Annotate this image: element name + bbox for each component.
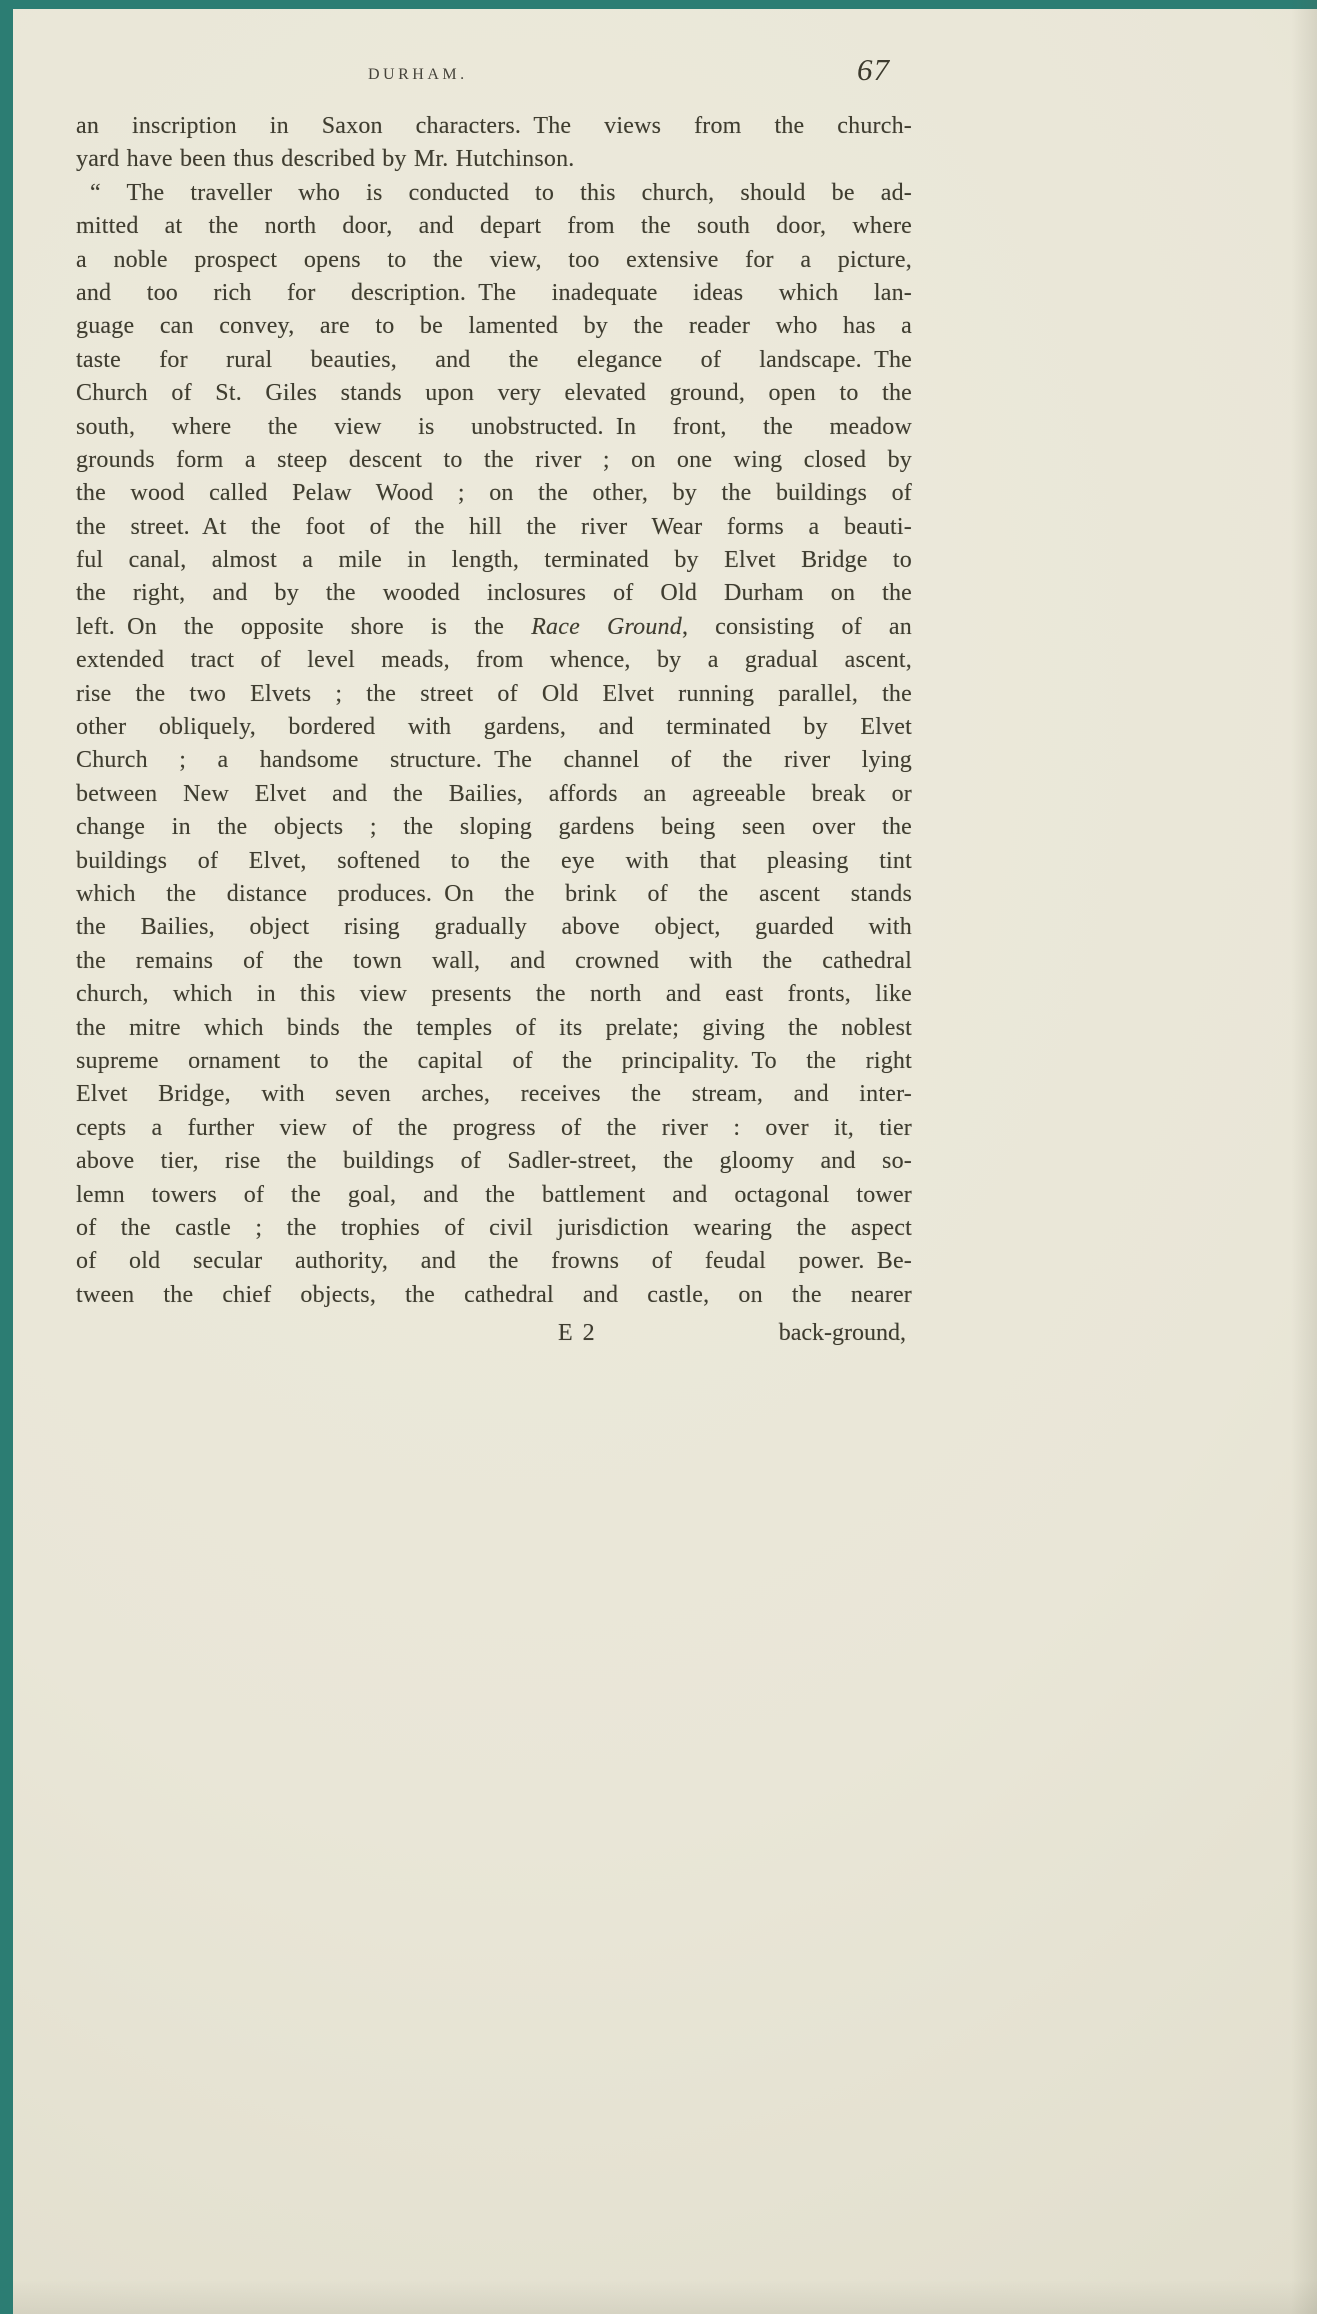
text-line: supreme ornament to the capital of the principality. To the right (76, 1047, 912, 1074)
text-line: guage can convey, are to be lamented by the reader who has a (76, 313, 912, 340)
signature-mark: E 2 (558, 1320, 597, 1347)
text-line: above tier, rise the buildings of Sadler-street, the gloomy and so- (76, 1148, 912, 1175)
text-line: the remains of the town wall, and crowned with the cathedral (76, 947, 912, 974)
text-line: a noble prospect opens to the view, too extensive for a picture, (76, 246, 912, 273)
text-line: extended tract of level meads, from whence, by a gradual ascent, (76, 647, 912, 674)
text-line: the Bailies, object rising gradually above object, guarded with (76, 914, 912, 941)
text-line: the street. At the foot of the hill the river Wear forms a beauti- (76, 513, 912, 540)
text-line: taste for rural beauties, and the elegance of landscape. The (76, 346, 912, 373)
text-line: “ The traveller who is conducted to this church, should be ad- (90, 179, 912, 206)
running-header: DURHAM. (368, 66, 468, 83)
scan-edge-left (0, 0, 13, 2314)
text-line: the right, and by the wooded inclosures of Old Durham on the (76, 580, 912, 607)
text-line: Elvet Bridge, with seven arches, receives the stream, and inter- (76, 1081, 912, 1108)
text-line: ful canal, almost a mile in length, terminated by Elvet Bridge to (76, 547, 912, 574)
text-line: yard have been thus described by Mr. Hutchinson. (76, 146, 575, 173)
text-line: cepts a further view of the progress of the river : over it, tier (76, 1114, 912, 1141)
text-line: buildings of Elvet, softened to the eye with that pleasing tint (76, 847, 912, 874)
text-line: Church of St. Giles stands upon very elevated ground, open to the (76, 380, 912, 407)
text-line: south, where the view is unobstructed. In front, the meadow (76, 413, 912, 440)
text-block (76, 52, 912, 1360)
page-footer (76, 1320, 912, 1360)
body-text (76, 110, 912, 1312)
catchword: back-ground, (778, 1320, 906, 1347)
scan-edge-top (0, 0, 1317, 9)
text-line: tween the chief objects, the cathedral and castle, on the nearer (76, 1281, 912, 1308)
page-number: 67 (857, 52, 890, 87)
text-line: grounds form a steep descent to the river ; on one wing closed by (76, 446, 912, 473)
text-line: the wood called Pelaw Wood ; on the other, by the buildings of (76, 480, 912, 507)
text-line: other obliquely, bordered with gardens, and terminated by Elvet (76, 714, 912, 741)
page-header (76, 52, 912, 104)
text-line: mitted at the north door, and depart from the south door, where (76, 213, 912, 240)
text-line: Church ; a handsome structure. The channel of the river lying (76, 747, 912, 774)
text-line: an inscription in Saxon characters. The views from the church- (76, 113, 912, 139)
text-line: left. On the opposite shore is the Race Ground, consisting of an (76, 613, 912, 640)
text-line: and too rich for description. The inadequate ideas which lan- (76, 279, 912, 306)
text-line: the mitre which binds the temples of its prelate; giving the noblest (76, 1014, 912, 1041)
text-line: which the distance produces. On the brink of the ascent stands (76, 880, 912, 907)
text-line: rise the two Elvets ; the street of Old Elvet running parallel, the (76, 680, 912, 707)
text-line: church, which in this view presents the north and east fronts, like (76, 981, 912, 1008)
text-line: change in the objects ; the sloping gardens being seen over the (76, 814, 912, 841)
text-line: lemn towers of the goal, and the battlement and octagonal tower (76, 1181, 912, 1208)
text-line: between New Elvet and the Bailies, affords an agreeable break or (76, 780, 912, 807)
text-line: of old secular authority, and the frowns of feudal power. Be- (76, 1248, 912, 1275)
text-line: of the castle ; the trophies of civil jurisdiction wearing the aspect (76, 1214, 912, 1241)
